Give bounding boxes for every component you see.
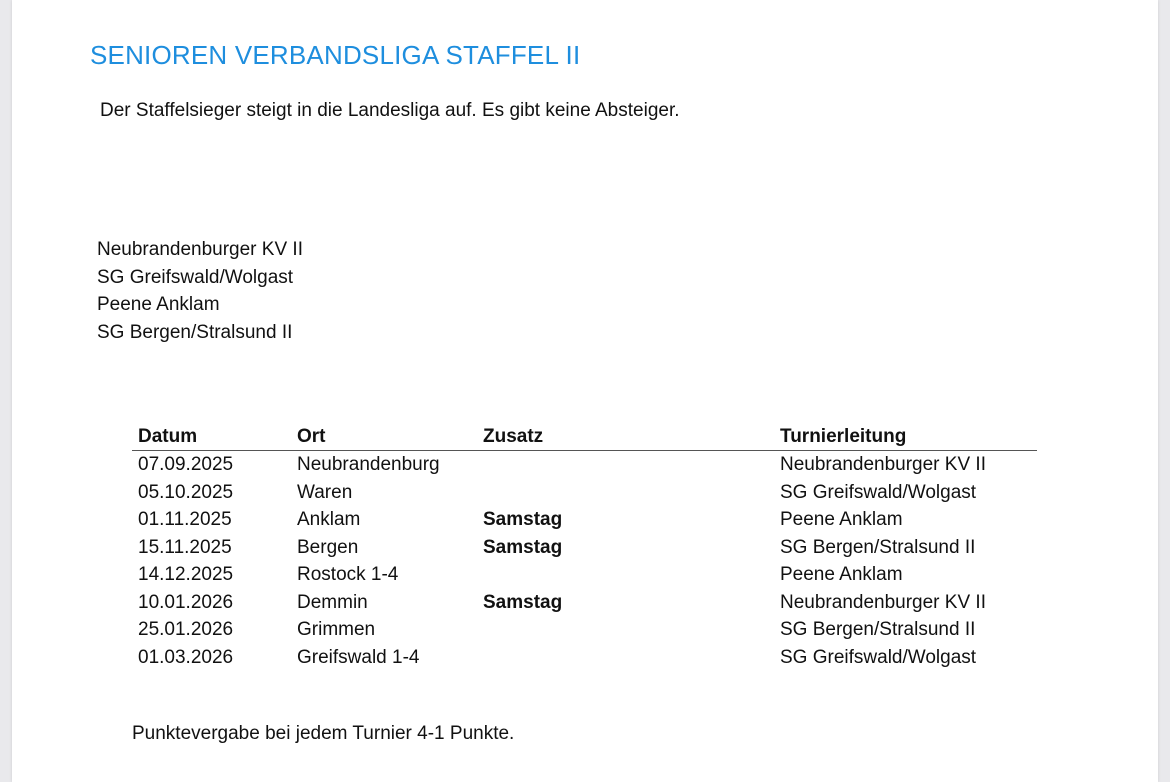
cell-turnierleitung: SG Bergen/Stralsund II	[780, 536, 976, 558]
team-list	[97, 236, 303, 346]
cell-turnierleitung: SG Greifswald/Wolgast	[780, 646, 977, 668]
list-item: SG Bergen/Stralsund II	[97, 321, 293, 343]
page-title: SENIOREN VERBANDSLIGA STAFFEL II	[90, 40, 581, 70]
column-header-turnierleitung: Turnierleitung	[774, 424, 1037, 451]
table-row	[132, 616, 1037, 644]
column-header-datum: Datum	[132, 424, 291, 451]
cell-ort: Neubrandenburg	[297, 454, 440, 475]
table-row	[132, 451, 1037, 479]
cell-turnierleitung: Peene Anklam	[780, 509, 903, 530]
cell-datum: 05.10.2025	[138, 481, 234, 503]
cell-turnierleitung: Peene Anklam	[780, 564, 903, 585]
cell-zusatz	[477, 644, 774, 672]
cell-zusatz	[477, 451, 774, 479]
cell-datum: 01.11.2025	[138, 509, 232, 530]
cell-datum: 01.03.2026	[138, 646, 234, 668]
cell-ort: Bergen	[297, 536, 359, 558]
column-header-ort: Ort	[291, 424, 477, 451]
table-row	[132, 644, 1037, 672]
cell-zusatz: Samstag	[483, 509, 563, 530]
cell-ort: Waren	[297, 481, 353, 503]
cell-ort: Demmin	[297, 591, 368, 613]
cell-ort: Anklam	[297, 509, 361, 530]
cell-zusatz: Samstag	[483, 591, 563, 613]
list-item: Neubrandenburger KV II	[97, 239, 303, 260]
table-row	[132, 534, 1037, 562]
cell-ort: Grimmen	[297, 619, 376, 640]
cell-zusatz: Samstag	[483, 536, 563, 558]
footer-note: Punktevergabe bei jedem Turnier 4-1 Punkte.	[132, 723, 515, 744]
cell-ort: Greifswald 1-4	[297, 646, 420, 668]
cell-datum: 07.09.2025	[138, 454, 234, 475]
cell-turnierleitung: Neubrandenburger KV II	[780, 591, 986, 613]
table-row	[132, 506, 1037, 534]
table-header-row	[132, 424, 1037, 451]
cell-datum: 25.01.2026	[138, 619, 234, 640]
document-page	[12, 0, 1158, 782]
cell-zusatz	[477, 479, 774, 507]
cell-datum: 10.01.2026	[138, 591, 234, 613]
list-item: SG Greifswald/Wolgast	[97, 266, 294, 288]
intro-text: Der Staffelsieger steigt in die Landesliga auf. Es gibt keine Absteiger.	[100, 100, 680, 121]
cell-datum: 14.12.2025	[138, 564, 234, 585]
cell-datum: 15.11.2025	[138, 536, 232, 558]
table-row	[132, 561, 1037, 589]
cell-ort: Rostock 1-4	[297, 564, 399, 585]
cell-turnierleitung: SG Greifswald/Wolgast	[780, 481, 977, 503]
cell-zusatz	[477, 616, 774, 644]
cell-zusatz	[477, 561, 774, 589]
schedule-table	[132, 424, 1037, 671]
cell-turnierleitung: SG Bergen/Stralsund II	[780, 619, 976, 640]
list-item: Peene Anklam	[97, 294, 220, 315]
column-header-zusatz: Zusatz	[477, 424, 774, 451]
table-row	[132, 479, 1037, 507]
table-row	[132, 589, 1037, 617]
cell-turnierleitung: Neubrandenburger KV II	[780, 454, 986, 475]
